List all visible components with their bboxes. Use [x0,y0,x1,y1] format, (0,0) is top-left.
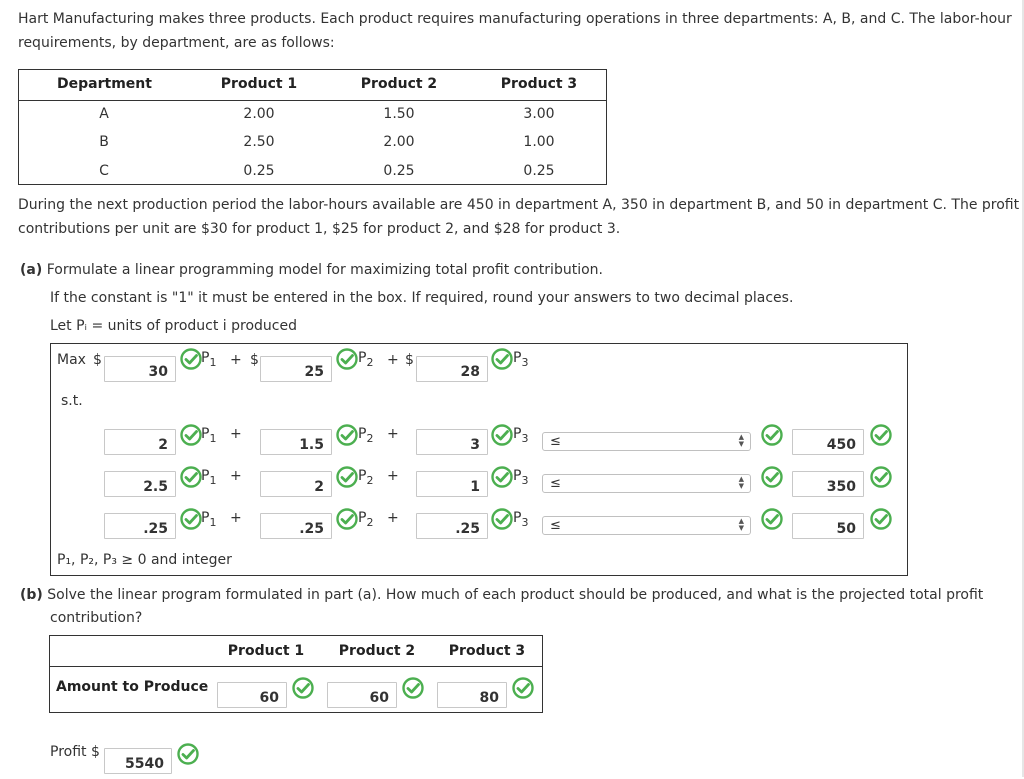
cell: 2.00 [243,106,275,122]
variable-p2: $P_2$ [358,510,374,529]
check-circle-icon [761,424,783,446]
cell: 1.50 [383,106,415,122]
constraint-1-coef-2-input[interactable]: 1.5 [260,429,332,455]
plus-sign: + [387,352,399,368]
check-circle-icon [336,424,358,446]
dollar-sign: $ [405,352,414,368]
amount-to-produce-label: Amount to Produce [56,679,209,695]
part-a-label: (a) [20,262,43,278]
part-b-label: (b) [20,587,43,603]
constraint-3-relation-select[interactable]: ≤ ▲ ▼ [542,516,751,535]
part-b-prompt [20,583,983,607]
product-2-amount-input[interactable]: 60 [327,682,397,708]
cell: 1.00 [523,134,555,150]
header-department: Department [57,76,152,92]
header-product-3: Product 3 [448,643,526,659]
up-down-arrows-icon: ▲ ▼ [738,517,744,532]
cell: B [99,134,109,150]
product-3-amount-input[interactable]: 80 [437,682,507,708]
profit-input[interactable]: 5540 [104,748,172,774]
check-circle-icon [491,348,513,370]
check-circle-icon [870,424,892,446]
up-down-arrows-icon: ▲ ▼ [738,475,744,490]
objective-coef-1-input[interactable]: 30 [104,356,176,382]
part-a-text: Formulate a linear programming model for maximizing total profit contribution. [46,262,603,278]
variable-p1: $P_1$ [201,510,217,529]
part-b-text: Solve the linear program formulated in part (a). How much of each product should be produced, and what is the projected total profit [47,587,984,603]
up-down-arrows-icon: ▲ ▼ [738,433,744,448]
constraint-3-coef-2-input[interactable]: .25 [260,513,332,539]
constraint-2-coef-2-input[interactable]: 2 [260,471,332,497]
part-a-instruction: If the constant is "1" it must be entered in the box. If required, round your answers to two decimal places. [50,290,794,306]
cell: 2.50 [243,134,275,150]
check-circle-icon [870,508,892,530]
header-product-1: Product 1 [220,76,298,92]
constraint-3-coef-3-input[interactable]: .25 [416,513,488,539]
header-product-1: Product 1 [227,643,305,659]
product-1-amount-input[interactable]: 60 [217,682,287,708]
variable-p3: $P_3$ [513,510,529,529]
variable-p2: $P_2$ [358,350,374,369]
let-definition: Let Pᵢ = units of product i produced [50,318,297,334]
check-circle-icon [870,466,892,488]
variable-p1: $P_1$ [201,426,217,445]
part-b-text-line-2: contribution? [50,610,143,626]
check-circle-icon [177,743,199,765]
plus-sign: + [230,468,242,484]
variable-p1: $P_1$ [201,350,217,369]
cell: 0.25 [523,163,555,179]
intro-line-1: Hart Manufacturing makes three products. Each product requires manufacturing operations in three departments: A, B, and C. The labor-hour [18,11,1012,27]
part-a-prompt [20,258,603,282]
cell: 0.25 [243,163,275,179]
check-circle-icon [491,424,513,446]
availability-line-2: contributions per unit are $30 for product 1, $25 for product 2, and $28 for product 3. [18,221,621,237]
plus-sign: + [387,426,399,442]
cell: 2.00 [383,134,415,150]
check-circle-icon [336,508,358,530]
objective-coef-3-input[interactable]: 28 [416,356,488,382]
check-circle-icon [180,508,202,530]
constraint-2-relation-select[interactable]: ≤ ▲ ▼ [542,474,751,493]
check-circle-icon [491,508,513,530]
constraint-1-relation-select[interactable]: ≤ ▲ ▼ [542,432,751,451]
header-product-2: Product 2 [360,76,438,92]
check-circle-icon [761,466,783,488]
check-circle-icon [491,466,513,488]
plus-sign: + [230,510,242,526]
check-circle-icon [292,677,314,699]
variable-p3: $P_3$ [513,350,529,369]
variable-p3: $P_3$ [513,468,529,487]
check-circle-icon [336,466,358,488]
variable-p2: $P_2$ [358,426,374,445]
availability-line-1: During the next production period the labor-hours available are 450 in department A, 350 in department B, and 50 in department C. The profit [18,197,1020,213]
constraint-1-coef-1-input[interactable]: 2 [104,429,176,455]
check-circle-icon [180,348,202,370]
variable-p2: $P_2$ [358,468,374,487]
check-circle-icon [512,677,534,699]
objective-coef-2-input[interactable]: 25 [260,356,332,382]
plus-sign: + [387,510,399,526]
header-product-2: Product 2 [338,643,416,659]
variable-p1: $P_1$ [201,468,217,487]
check-circle-icon [180,466,202,488]
profit-label: Profit $ [50,744,100,760]
cell: A [99,106,109,122]
constraint-3-rhs-input[interactable]: 50 [792,513,864,539]
intro-line-2: requirements, by department, are as follows: [18,35,335,51]
header-product-3: Product 3 [500,76,578,92]
constraint-1-coef-3-input[interactable]: 3 [416,429,488,455]
department-table [18,69,607,185]
cell: C [99,163,109,179]
nonnegativity-constraint: P₁, P₂, P₃ ≥ 0 and integer [57,552,232,568]
max-label: Max [57,352,86,368]
constraint-2-coef-3-input[interactable]: 1 [416,471,488,497]
check-circle-icon [402,677,424,699]
constraint-2-coef-1-input[interactable]: 2.5 [104,471,176,497]
st-label: s.t. [61,393,83,409]
cell: 0.25 [383,163,415,179]
constraint-2-rhs-input[interactable]: 350 [792,471,864,497]
cell: 3.00 [523,106,555,122]
plus-sign: + [230,352,242,368]
check-circle-icon [761,508,783,530]
plus-sign: + [230,426,242,442]
variable-p3: $P_3$ [513,426,529,445]
constraint-3-coef-1-input[interactable]: .25 [104,513,176,539]
check-circle-icon [336,348,358,370]
dollar-sign: $ [250,352,259,368]
plus-sign: + [387,468,399,484]
constraint-1-rhs-input[interactable]: 450 [792,429,864,455]
dollar-sign: $ [93,352,102,368]
check-circle-icon [180,424,202,446]
